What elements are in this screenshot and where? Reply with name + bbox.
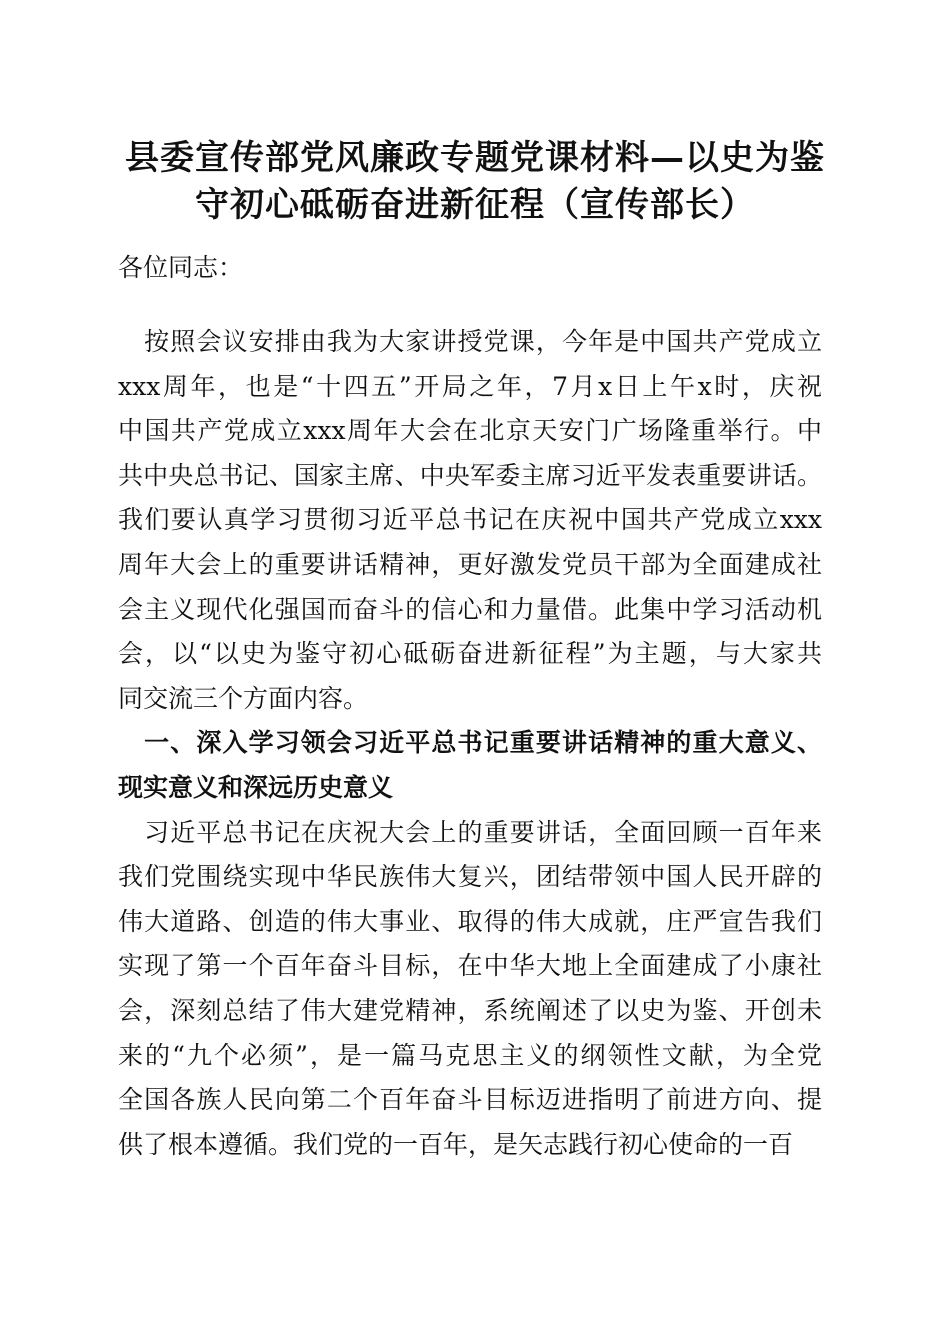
paragraph-line: 共中央总书记、国家主席、中央军委主席习近平发表重要讲话。 bbox=[118, 461, 822, 490]
section-heading-line: 一、深入学习领会习近平总书记重要讲话精神的重大意义、 bbox=[118, 728, 822, 757]
paragraph-line: 按照会议安排由我为大家讲授党课，今年是中国共产党成立 bbox=[118, 327, 822, 356]
document-title-line-1: 县委宣传部党风廉政专题党课材料—以史为鉴 bbox=[125, 138, 825, 178]
paragraph-line: 中国共产党成立xxx周年大会在北京天安门广场隆重举行。中 bbox=[118, 416, 822, 445]
paragraph-line: 会，深刻总结了伟大建党精神，系统阐述了以史为鉴、开创未 bbox=[118, 996, 822, 1025]
paragraph-line: 实现了第一个百年奋斗目标，在中华大地上全面建成了小康社 bbox=[118, 951, 822, 980]
paragraph-line: 我们党围绕实现中华民族伟大复兴，团结带领中国人民开辟的 bbox=[118, 862, 822, 891]
paragraph-line: 周年大会上的重要讲话精神，更好激发党员干部为全面建成社 bbox=[118, 550, 822, 579]
paragraph-line: 我们要认真学习贯彻习近平总书记在庆祝中国共产党成立xxx bbox=[118, 505, 822, 534]
paragraph-line: 同交流三个方面内容。 bbox=[118, 684, 369, 713]
paragraph-line: 供了根本遵循。我们党的一百年，是矢志践行初心使命的一百 bbox=[118, 1130, 794, 1159]
paragraph-line: xxx周年，也是“十四五”开局之年，7月x日上午x时，庆祝 bbox=[118, 372, 822, 401]
paragraph-line: 全国各族人民向第二个百年奋斗目标迈进指明了前进方向、提 bbox=[118, 1085, 822, 1114]
paragraph-line: 会，以“以史为鉴守初心砥砺奋进新征程”为主题，与大家共 bbox=[118, 639, 822, 668]
paragraph-line: 会主义现代化强国而奋斗的信心和力量借。此集中学习活动机 bbox=[118, 595, 822, 624]
salutation: 各位同志： bbox=[118, 253, 244, 282]
paragraph-line: 伟大道路、创造的伟大事业、取得的伟大成就，庄严宣告我们 bbox=[118, 907, 822, 936]
paragraph-line: 来的“九个必须”，是一篇马克思主义的纲领性文献，为全党 bbox=[118, 1041, 822, 1070]
document-title-line-2: 守初心砥砺奋进新征程（宣传部长） bbox=[195, 185, 755, 225]
section-heading-line: 现实意义和深远历史意义 bbox=[118, 773, 394, 802]
paragraph-line: 习近平总书记在庆祝大会上的重要讲话，全面回顾一百年来 bbox=[118, 818, 822, 847]
